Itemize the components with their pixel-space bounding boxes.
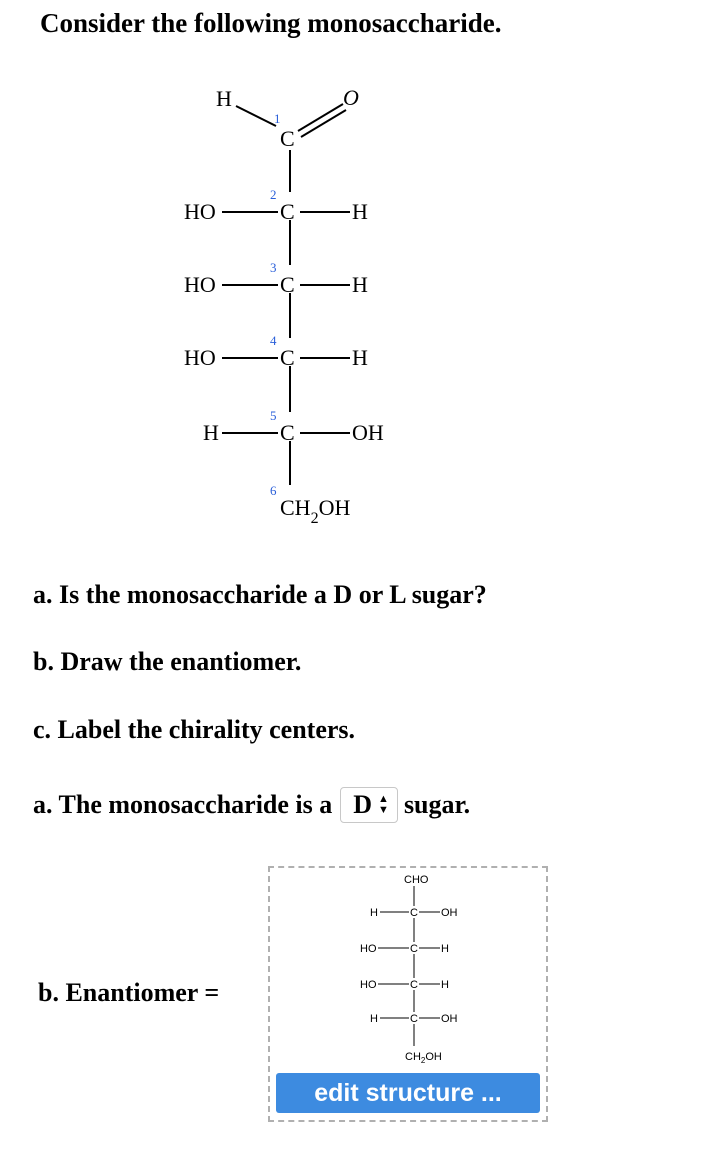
double-bond-a bbox=[298, 104, 343, 131]
draw-cho: CHO bbox=[404, 874, 429, 886]
row3-right: H bbox=[352, 272, 368, 297]
part-b-question: b. Draw the enantiomer. bbox=[33, 647, 302, 676]
part-c-question: c. Label the chirality centers. bbox=[33, 715, 356, 744]
carbon-number-4: 4 bbox=[270, 333, 277, 348]
row2-right: H bbox=[352, 199, 368, 224]
carbon-c1: C bbox=[280, 126, 295, 151]
row4-left: HO bbox=[184, 345, 216, 370]
draw-row3-right: H bbox=[441, 979, 449, 991]
carbon-c2: C bbox=[280, 199, 295, 224]
row2-left: HO bbox=[184, 199, 216, 224]
part-a-question: a. Is the monosaccharide a D or L sugar? bbox=[33, 580, 487, 609]
draw-row4-c: C bbox=[410, 1013, 418, 1025]
aldehyde-h: H bbox=[216, 86, 232, 111]
sugar-type-value: D bbox=[353, 790, 373, 819]
row5-left: H bbox=[203, 420, 219, 445]
row4-right: H bbox=[352, 345, 368, 370]
ch2oh-group: $CH_2OH$ bbox=[280, 495, 351, 527]
answer-a-row bbox=[33, 787, 470, 823]
draw-row1-left: H bbox=[370, 907, 378, 919]
answer-a-suffix: sugar. bbox=[403, 790, 471, 819]
row5-right: OH bbox=[352, 420, 384, 445]
carbon-c5: C bbox=[280, 420, 295, 445]
carbon-number-2: 2 bbox=[270, 187, 277, 202]
draw-row2-c: C bbox=[410, 943, 418, 955]
sugar-type-select[interactable] bbox=[340, 787, 398, 823]
question-title: Consider the following monosaccharide. bbox=[40, 8, 502, 38]
row3-left: HO bbox=[184, 272, 216, 297]
draw-row4-left: H bbox=[370, 1013, 378, 1025]
carbon-number-3: 3 bbox=[270, 260, 277, 275]
draw-row3-c: C bbox=[410, 979, 418, 991]
draw-row3-left: HO bbox=[360, 979, 377, 991]
draw-row4-right: OH bbox=[441, 1013, 458, 1025]
double-bond-b bbox=[301, 110, 346, 137]
carbon-number-1: 1 bbox=[274, 111, 281, 126]
carbon-c3: C bbox=[280, 272, 295, 297]
aldehyde-o: O bbox=[343, 85, 359, 110]
select-arrows-icon: ▲ ▼ bbox=[378, 793, 389, 816]
draw-row2-left: HO bbox=[360, 943, 377, 955]
draw-row1-c: C bbox=[410, 907, 418, 919]
enantiomer-structure bbox=[270, 868, 546, 1068]
edit-structure-button[interactable]: edit structure ... bbox=[276, 1073, 540, 1113]
draw-row1-right: OH bbox=[441, 907, 458, 919]
draw-row2-right: H bbox=[441, 943, 449, 955]
bond-h-c1 bbox=[236, 106, 276, 126]
carbon-number-6: 6 bbox=[270, 483, 277, 498]
answer-a-prefix: a. The monosaccharide is a bbox=[33, 790, 333, 819]
carbon-c4: C bbox=[280, 345, 295, 370]
draw-ch2oh: $CH_2OH$ bbox=[405, 1051, 442, 1065]
carbon-number-5: 5 bbox=[270, 408, 277, 423]
enantiomer-label: b. Enantiomer = bbox=[38, 978, 220, 1007]
monosaccharide-structure bbox=[150, 75, 430, 555]
